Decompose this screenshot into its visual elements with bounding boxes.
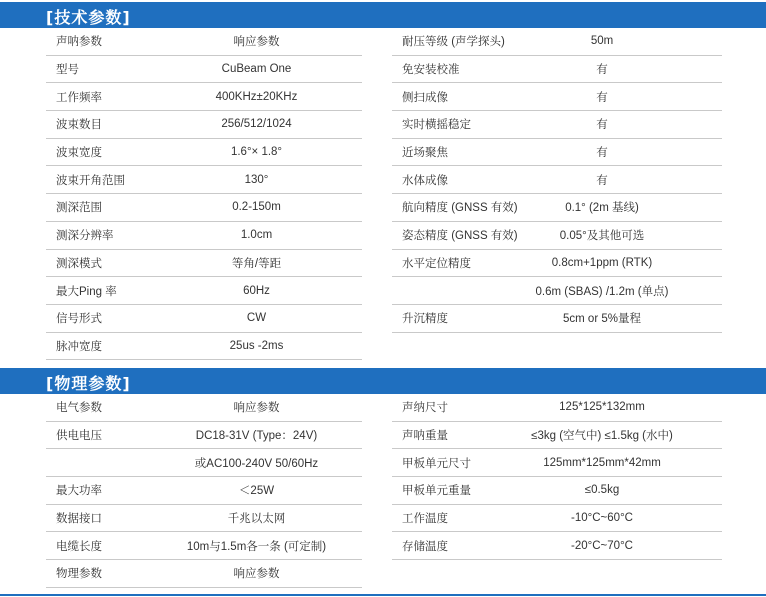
param-name: 波束数目 bbox=[56, 119, 102, 132]
param-name: 测深模式 bbox=[56, 257, 102, 270]
param-value: 有 bbox=[596, 147, 608, 160]
table-row bbox=[392, 422, 722, 450]
table-row bbox=[46, 477, 362, 505]
param-name: 声纳尺寸 bbox=[402, 402, 448, 415]
param-name: 测深范围 bbox=[56, 202, 102, 215]
param-name: 升沉精度 bbox=[402, 313, 448, 326]
param-value: 有 bbox=[596, 64, 608, 77]
table-row bbox=[392, 394, 722, 422]
param-name: 耐压等级 (声学探头) bbox=[402, 36, 505, 49]
param-value: 响应参数 bbox=[233, 36, 280, 49]
param-name: 最大Ping 率 bbox=[56, 285, 117, 298]
param-name: 甲板单元重量 bbox=[402, 485, 471, 498]
param-value: ＜25W bbox=[238, 485, 275, 498]
param-name: 实时横摇稳定 bbox=[402, 119, 471, 132]
param-value: -10°C~60°C bbox=[571, 512, 633, 525]
param-value: 0.05°及其他可选 bbox=[559, 230, 645, 243]
param-value: 10m与1.5m各一条 (可定制) bbox=[186, 540, 327, 553]
param-value: 50m bbox=[590, 35, 614, 48]
table-row bbox=[46, 111, 362, 139]
table-row bbox=[392, 505, 722, 533]
param-name: 甲板单元尺寸 bbox=[402, 457, 471, 470]
param-value: 125*125*132mm bbox=[559, 401, 645, 414]
table-row bbox=[46, 166, 362, 194]
table-row bbox=[46, 333, 362, 361]
table-row bbox=[392, 449, 722, 477]
table-row bbox=[46, 194, 362, 222]
param-value: DC18-31V (Type：24V) bbox=[195, 430, 318, 443]
param-name: 型号 bbox=[56, 64, 79, 77]
table-row bbox=[392, 532, 722, 560]
table-row bbox=[46, 28, 362, 56]
param-name: 水平定位精度 bbox=[402, 257, 471, 270]
bottom-rule bbox=[0, 594, 766, 596]
table-row bbox=[392, 56, 722, 84]
param-value: 0.6m (SBAS) /1.2m (单点) bbox=[535, 285, 669, 298]
param-name: 工作温度 bbox=[402, 513, 448, 526]
param-value: 0.1° (2m 基线) bbox=[565, 202, 639, 215]
param-value: CuBeam One bbox=[221, 63, 292, 76]
param-name: 物理参数 bbox=[56, 568, 102, 581]
phys-right-table bbox=[392, 394, 722, 560]
table-row bbox=[46, 394, 362, 422]
table-row bbox=[46, 277, 362, 305]
table-row bbox=[392, 194, 722, 222]
table-row bbox=[46, 422, 362, 450]
phys-section-title: [物理参数] bbox=[46, 374, 131, 393]
param-name: 供电电压 bbox=[56, 430, 102, 443]
param-value: 等角/等距 bbox=[231, 257, 282, 270]
table-row bbox=[392, 477, 722, 505]
param-value: 60Hz bbox=[243, 284, 270, 297]
param-name: 航向精度 (GNSS 有效) bbox=[402, 202, 518, 215]
param-name: 侧扫成像 bbox=[402, 91, 448, 104]
param-value: 0.2-150m bbox=[232, 201, 281, 214]
table-row bbox=[46, 505, 362, 533]
table-row bbox=[392, 28, 722, 56]
table-row bbox=[392, 139, 722, 167]
param-name: 免安装校准 bbox=[402, 64, 460, 77]
param-value: 1.0cm bbox=[240, 229, 273, 242]
param-value: 1.6°× 1.8° bbox=[230, 146, 283, 159]
param-value: ≤0.5kg bbox=[584, 484, 620, 497]
param-value: ≤3kg (空气中) ≤1.5kg (水中) bbox=[531, 430, 673, 443]
table-row bbox=[392, 222, 722, 250]
table-row bbox=[392, 305, 722, 333]
tech-section-header bbox=[0, 2, 766, 28]
table-row bbox=[392, 166, 722, 194]
phys-section-header bbox=[0, 368, 766, 394]
param-name: 最大功率 bbox=[56, 485, 102, 498]
param-value: 0.8cm+1ppm (RTK) bbox=[551, 256, 653, 269]
table-row bbox=[392, 277, 722, 305]
param-value: 130° bbox=[244, 173, 269, 186]
tech-right-table bbox=[392, 28, 722, 333]
table-row bbox=[46, 449, 362, 477]
param-value: 响应参数 bbox=[233, 568, 280, 581]
param-name: 信号形式 bbox=[56, 313, 102, 326]
phys-left-table bbox=[46, 394, 362, 588]
param-name: 数据接口 bbox=[56, 513, 102, 526]
table-row bbox=[46, 56, 362, 84]
param-value: 25us -2ms bbox=[229, 339, 284, 352]
param-name: 波束宽度 bbox=[56, 147, 102, 160]
table-row bbox=[46, 305, 362, 333]
param-value: 有 bbox=[596, 91, 608, 104]
param-name: 波束开角范围 bbox=[56, 174, 125, 187]
param-name: 工作频率 bbox=[56, 91, 102, 104]
table-row bbox=[392, 83, 722, 111]
param-name: 测深分辨率 bbox=[56, 230, 114, 243]
table-row bbox=[46, 250, 362, 278]
param-value: 有 bbox=[596, 174, 608, 187]
param-value: 400KHz±20KHz bbox=[215, 90, 298, 103]
tech-left-table bbox=[46, 28, 362, 360]
table-row bbox=[46, 139, 362, 167]
param-value: -20°C~70°C bbox=[571, 539, 633, 552]
param-value: CW bbox=[246, 312, 267, 325]
table-row bbox=[46, 560, 362, 588]
param-name: 电气参数 bbox=[56, 402, 102, 415]
param-name: 声呐参数 bbox=[56, 36, 102, 49]
param-value: 千兆以太网 bbox=[227, 513, 286, 526]
param-value: 响应参数 bbox=[233, 402, 280, 415]
table-row bbox=[46, 532, 362, 560]
param-name: 近场聚焦 bbox=[402, 147, 448, 160]
param-name: 姿态精度 (GNSS 有效) bbox=[402, 230, 518, 243]
param-value: 256/512/1024 bbox=[221, 118, 292, 131]
param-name: 水体成像 bbox=[402, 174, 448, 187]
tech-section-title: [技术参数] bbox=[46, 8, 131, 27]
table-row bbox=[46, 222, 362, 250]
table-row bbox=[392, 111, 722, 139]
table-row bbox=[392, 250, 722, 278]
param-value: 5cm or 5%量程 bbox=[563, 313, 641, 326]
param-name: 存储温度 bbox=[402, 540, 448, 553]
param-name: 电缆长度 bbox=[56, 540, 102, 553]
param-name: 声呐重量 bbox=[402, 430, 448, 443]
param-value: 或AC100-240V 50/60Hz bbox=[194, 457, 319, 470]
param-value: 125mm*125mm*42mm bbox=[543, 456, 661, 469]
table-row bbox=[46, 83, 362, 111]
param-value: 有 bbox=[596, 119, 608, 132]
param-name: 脉冲宽度 bbox=[56, 340, 102, 353]
